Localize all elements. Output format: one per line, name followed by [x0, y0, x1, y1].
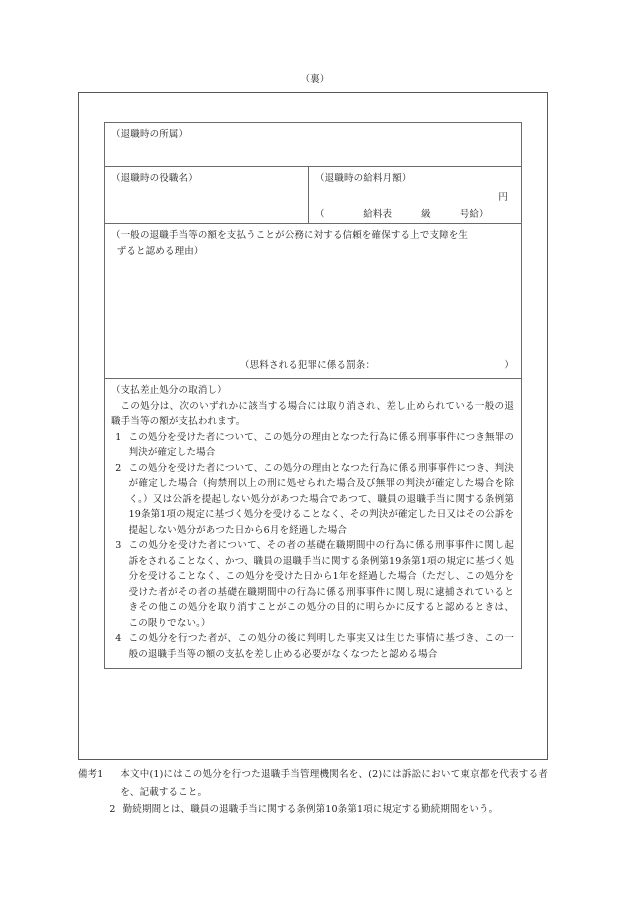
- table-row-reason: [105, 224, 521, 379]
- penal-provision-line: [105, 358, 521, 374]
- remark-label: 2: [109, 804, 116, 815]
- remark-label: 備考1: [78, 769, 104, 780]
- page-side-label: （裏）: [300, 74, 330, 85]
- remark-item-1: [78, 766, 548, 801]
- notice-form-table: [104, 122, 522, 669]
- reason-label-line1: （一般の退職手当等の額を支払うことが公務に対する信頼を確保する上で支障を生: [111, 230, 469, 241]
- clause-item-list: [111, 430, 514, 663]
- clause-lead-text: この処分は、次のいずれかに該当する場合には取り消され、差し止められている一般の退職手当等の額が支払われます。: [111, 400, 514, 427]
- post-name-label: （退職時の役職名）: [111, 173, 198, 184]
- remark-text: 勤続期間とは、職員の退職手当に関する条例第10条第1項に規定する勤続期間をいう。: [122, 804, 499, 815]
- table-row-post-salary: [105, 167, 521, 224]
- clause-item-number: 3: [115, 540, 122, 551]
- cancellation-clause-cell: [105, 379, 521, 668]
- clause-item-number: 1: [115, 431, 122, 443]
- penal-provision-label: （思料される犯罪に係る罰条：: [240, 359, 376, 371]
- post-name-cell[interactable]: [105, 167, 309, 223]
- list-item: [111, 430, 514, 461]
- list-item: [111, 631, 514, 662]
- salary-yen-unit: 円: [498, 191, 508, 203]
- remark-item-2: [78, 801, 548, 819]
- clause-item-text: この処分を受けた者について、この処分の理由となつた行為に係る刑事事件につき無罪の判決が確定した場合: [128, 431, 514, 458]
- clause-title: （支払差止処分の取消し）: [111, 385, 227, 396]
- penal-provision-close-paren: ）: [504, 359, 514, 371]
- affiliation-label: （退職時の所属）: [111, 129, 189, 140]
- salary-detail-line: （ 給料表 級 号給）: [315, 209, 489, 220]
- table-row-cancellation-clause: [105, 379, 521, 668]
- reason-cell[interactable]: [105, 224, 521, 378]
- clause-item-number: 4: [115, 633, 122, 644]
- clause-item-text: この処分を受けた者について、この処分の理由となつた行為に係る刑事事件につき、判決が確定した場合（拘禁刑以上の刑に処せられた場合及び無罪の判決が確定した場合を除く。）又は公訴を提起しない処分があつた場合であつて、職員の退職手当に関する条例第19条第1項の規定に基づく処分を受けることなく、その判決が確定した日又はその公訴を提起しない処分があつた日から6月を経過した場合: [128, 462, 514, 536]
- remarks-section: [78, 766, 548, 819]
- affiliation-cell[interactable]: [105, 123, 521, 166]
- reason-label-line2: ずると認める理由）: [116, 245, 204, 257]
- salary-cell[interactable]: [309, 167, 521, 223]
- table-row-affiliation: [105, 123, 521, 167]
- reason-label: [111, 228, 516, 259]
- clause-item-number: 2: [115, 462, 122, 474]
- list-item: [111, 538, 514, 631]
- list-item: [111, 461, 514, 539]
- clause-item-text: この処分を受けた者について、その者の基礎在職期間中の行為に係る刑事事件に関し起訴をされることなく、かつ、職員の退職手当に関する条例第19条第1項の規定に基づく処分を受けることなく、この処分を受けた日から1年を経過した場合（ただし、この処分を受けた者がその者の基礎在職期間中の行為に係る刑事事件に関し現に逮捕されているときその他この処分を取り消すことがこの処分の目的に明らかに反すると認めるときは、この限りでない。）: [128, 540, 514, 629]
- salary-label: （退職時の給料月額）: [315, 173, 412, 184]
- clause-item-text: この処分を行つた者が、この処分の後に判明した事実又は生じた事情に基づき、この一般の退職手当等の額の支払を差し止める必要がなくなつたと認める場合: [128, 633, 514, 660]
- remark-text: 本文中(1)にはこの処分を行つた退職手当管理機関名を、(2)には訴訟において東京都を代表する者を、記載すること。: [120, 769, 548, 798]
